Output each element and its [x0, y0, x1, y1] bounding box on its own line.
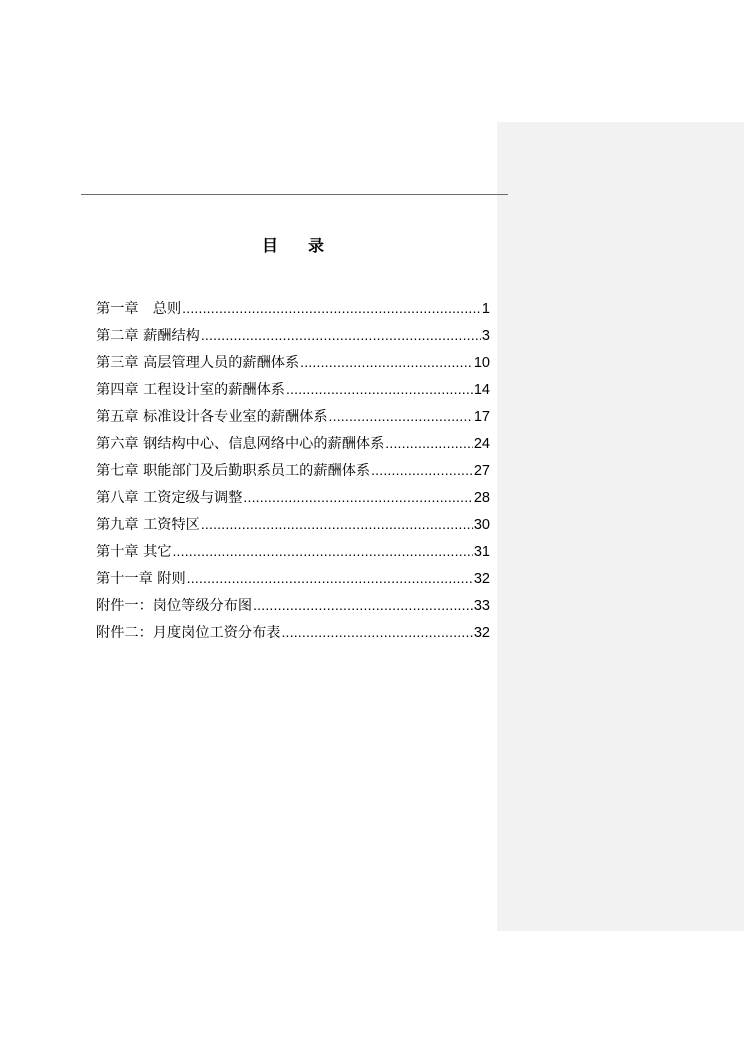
- toc-entry[interactable]: [96, 486, 490, 513]
- toc-title-char-1: 目: [261, 236, 278, 255]
- toc-entry-page: 24: [473, 436, 490, 452]
- toc-entry-label: 第十章 其它: [96, 544, 172, 560]
- toc-entry-page: 1: [481, 301, 490, 317]
- toc-entry-label: 第三章 高层管理人员的薪酬体系: [96, 355, 300, 371]
- toc-entry[interactable]: [96, 567, 490, 594]
- toc-entry[interactable]: [96, 297, 490, 324]
- toc-entry-page: 31: [473, 544, 490, 560]
- toc-entry[interactable]: [96, 540, 490, 567]
- toc-entry-label: 第八章 工资定级与调整: [96, 490, 243, 506]
- toc-entry-label: 第五章 标准设计各专业室的薪酬体系: [96, 409, 328, 425]
- toc-entry-page: 32: [473, 571, 490, 587]
- toc-dot-leader: [243, 486, 472, 508]
- toc-entry-page: 27: [473, 463, 490, 479]
- toc-dot-leader: [187, 567, 473, 589]
- header-rule: [81, 194, 508, 195]
- toc-dot-leader: [329, 405, 473, 427]
- table-of-contents: [96, 297, 490, 648]
- toc-title: [96, 235, 490, 257]
- toc-entry[interactable]: [96, 324, 490, 351]
- toc-entry-page: 17: [473, 409, 490, 425]
- toc-entry-page: 28: [473, 490, 490, 506]
- toc-dot-leader: [300, 351, 473, 373]
- toc-dot-leader: [385, 432, 473, 454]
- toc-entry-label: 第十一章 附则: [96, 571, 186, 587]
- toc-entry-label: 第七章 职能部门及后勤职系员工的薪酬体系: [96, 463, 371, 479]
- toc-entry[interactable]: [96, 621, 490, 648]
- toc-dot-leader: [371, 459, 473, 481]
- comment-margin-pane: [497, 122, 744, 931]
- toc-entry-label: 附件二：月度岗位工资分布表: [96, 625, 281, 641]
- toc-entry[interactable]: [96, 351, 490, 378]
- toc-entry[interactable]: [96, 432, 490, 459]
- toc-dot-leader: [201, 324, 481, 346]
- toc-entry-page: 10: [473, 355, 490, 371]
- toc-entry-page: 30: [473, 517, 490, 533]
- toc-dot-leader: [253, 594, 473, 616]
- toc-dot-leader: [286, 378, 473, 400]
- toc-entry-label: 第九章 工资特区: [96, 517, 200, 533]
- toc-entry[interactable]: [96, 594, 490, 621]
- toc-entry[interactable]: [96, 513, 490, 540]
- toc-entry-label: 附件一：岗位等级分布图: [96, 598, 253, 614]
- toc-entry-label: 第二章 薪酬结构: [96, 328, 200, 344]
- toc-entry-label: 第一章 总则: [96, 301, 182, 317]
- toc-dot-leader: [281, 621, 472, 643]
- toc-dot-leader: [172, 540, 472, 562]
- toc-entry-label: 第四章 工程设计室的薪酬体系: [96, 382, 285, 398]
- toc-dot-leader: [182, 297, 481, 319]
- toc-entry-page: 33: [473, 598, 490, 614]
- toc-entry[interactable]: [96, 459, 490, 486]
- toc-entry-label: 第六章 钢结构中心、信息网络中心的薪酬体系: [96, 436, 385, 452]
- toc-title-char-2: 录: [308, 236, 325, 255]
- toc-entry-page: 32: [473, 625, 490, 641]
- toc-entry[interactable]: [96, 405, 490, 432]
- toc-entry-page: 14: [473, 382, 490, 398]
- toc-entry-page: 3: [481, 328, 490, 344]
- toc-entry[interactable]: [96, 378, 490, 405]
- toc-dot-leader: [201, 513, 473, 535]
